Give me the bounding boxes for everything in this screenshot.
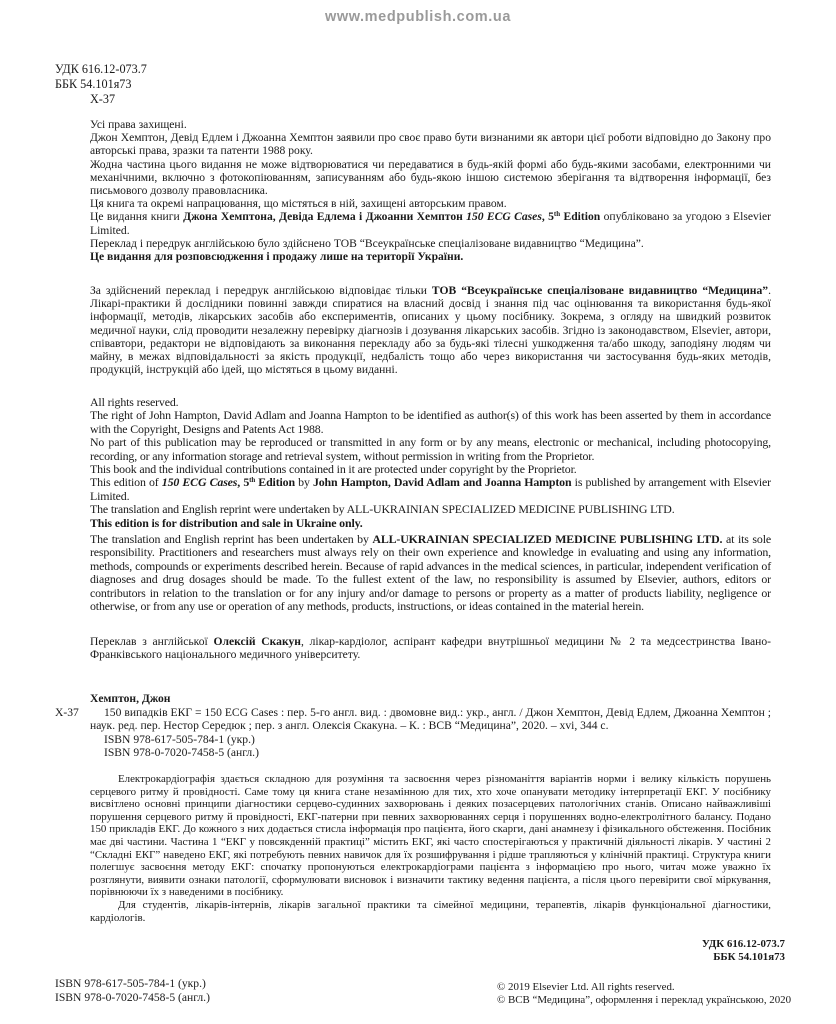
rights-en-p5: This edition of 150 ECG Cases, 5th Edition by John Hampton, David Adlam and Joanna Hampton is published by arrangement with Elsevier Limited. <box>90 475 771 503</box>
rights-en-p4: This book and the individual contributions contained in it are protected under copyright by the Proprietor. <box>90 462 577 477</box>
classification-corner <box>702 938 785 963</box>
annotation-audience: Для студентів, лікарів-інтернів, лікарів загальної практики та сімейної медицини, терапевтів, лікарів функціональної діагностики, кардіологів. <box>90 898 771 924</box>
catalog-description: 150 випадків ЕКГ = 150 ECG Cases : пер. 5-го англ. вид. : двомовне вид.: укр., англ. / Джон Хемптон, Девід Едлем, Джоанна Хемптон ; наук. ред. пер. Нестор Середюк ; пер. з англ. Олексія Скакуна. – К. : ВСВ “Медицина”, 2020. – xvi, 344 с. <box>90 705 771 733</box>
bbk-code: ББК 54.101я73 <box>55 77 132 91</box>
copyright-elsevier: © 2019 Elsevier Ltd. All rights reserved. <box>497 981 675 993</box>
rights-en-p2: The right of John Hampton, David Adlam and Joanna Hampton to be identified as author(s) of this work has been asserted by them in accordance with the Copyright, Designs and Patents Act 1988. <box>90 408 771 436</box>
annotation-text: Електрокардіографія здається складною для розуміння та засвоєння через різноманіття варіантів норми і велику кількість порушень серцевого ритму й провідності. Саме тому ця книга стане незамінною для тих, хто хоче опанувати методику інтерпретації ЕКГ. У посібнику висвітлено основні принципи діагностики серцево-судинних захворювань і деяких позасерцевих патологічних станів. Описано найважливіші порушення серцевого ритму й провідності, ЕКГ-патерни при певних захворюваннях серця і порушеннях водно-електролітного балансу. Подано 150 прикладів ЕКГ. До кожного з них додається стисла інформація про пацієнта, його скарги, дані анамнезу і фізикального обстеження. Посібник має дві частини. Частина 1 “ЕКГ у повсякденній практиці” містить ЕКГ, які часто спостерігаються у практичній діяльності лікарів. У частині 2 “Складні ЕКГ” наведено ЕКГ, які потребують певних навичок для їх розшифрування і рідше трапляються у клінічній практиці. Структура книги полегшує засвоєння методу ЕКГ: спочатку пропонуються електрокардіограми пацієнта з інформацією про нього, читач може уважно їх розглянути, виявити ознаки патології, сформулювати висновок і визначити тактику ведення пацієнта, а після цього перевірити свої міркування, порівнюючи їх з наведеними в посібнику. <box>90 773 771 899</box>
rights-en-p3: No part of this publication may be reproduced or transmitted in any form or by any means, electronic or mechanical, including photocopying, recording, or any information storage and retrieval system, without permission in writing from the Proprietor. <box>90 435 771 463</box>
rights-ua-p2: Джон Хемптон, Девід Едлем і Джоанна Хемптон заявили про своє право бути визнаними як автори цієї роботи відповідно до Закону про авторські права, зразки та патенти 1988 року. <box>90 131 771 158</box>
corner-bbk: ББК 54.101я73 <box>713 950 785 963</box>
corner-udk: УДК 616.12-073.7 <box>701 938 785 950</box>
copyright-publisher: © ВСВ “Медицина”, оформлення і переклад українською, 2020 <box>497 993 792 1006</box>
classification-block <box>55 62 147 107</box>
rights-ua-p3: Жодна частина цього видання не може відтворюватися чи передаватися в будь-якій формі або будь-якими засобами, електронними чи механічними, включно з фотокопіюванням, записуванням або будь-якою іншою системою зберігання та відтворення інформації, без письмового дозволу правовласника. <box>90 157 771 198</box>
disclaimer-en: The translation and English reprint has been undertaken by ALL-UKRAINIAN SPECIALIZED MEDICINE PUBLISHING LTD. at its sole responsibility. Practitioners and researchers must always rely on their own experience and knowledge in evaluating and using any information, methods, compounds or experiments described herein. Because of rapid advances in the medical sciences, in particular, independent verification of diagnoses and drug dosages should be made. To the fullest extent of the law, no responsibility is assumed by Elsevier, authors, editors or contributors in relation to the translation or for any injury and/or damage to persons or property as a matter of products liability, negligence or otherwise, or from any use or operation of any methods, products, instructions, or ideas contained in the material herein. <box>90 532 771 614</box>
rights-ua <box>90 118 771 263</box>
site-watermark: www.medpublish.com.ua <box>324 9 512 25</box>
rights-en-p6: The translation and English reprint were undertaken by ALL-UKRAINIAN SPECIALIZED MEDICINE PUBLISHING LTD. <box>90 502 675 517</box>
catalog-isbn-en: ISBN 978-0-7020-7458-5 (англ.) <box>104 746 259 760</box>
rights-en-p1: All rights reserved. <box>90 395 179 409</box>
disclaimer-ua: За здійснений переклад і передрук англійською відповідає тільки ТОВ “Всеукраїнське спеціалізоване видавництво “Медицина”. Лікарі-практики й дослідники повинні завжди спиратися на власний досвід і знання під час оцінювання та використання будь-якої інформації, методів, лікарських засобів або експериментів, описаних у цьому посібнику. Зокрема, з огляду на швидкий розвиток медичної науки, слід проводити незалежну перевірку діагнозів і дозування лікарських засобів. Згідно із законодавством, Elsevier, автори, співавтори, редактори не відповідають за виконання перекладу або за будь-які тілесні ушкодження та/або шкоду, заподіяну людям чи майну, в межах відповідальності за якість продукції, недбалість тощо або через використання чи застосування будь-яких методів, продукцій, інструкцій або ідей, що містяться в цьому виданні. <box>90 284 771 377</box>
rights-en-p7: This edition is for distribution and sale in Ukraine only. <box>90 515 363 530</box>
rights-ua-p5: Це видання книги Джона Хемптона, Девіда Едлема і Джоанни Хемптон 150 ECG Cases, 5th Edition опубліковано за угодою з Elsevier Limited. <box>90 210 772 237</box>
rights-en <box>90 396 771 530</box>
catalog-isbn-ua: ISBN 978-617-505-784-1 (укр.) <box>104 732 255 746</box>
catalog-author: Хемптон, Джон <box>90 692 171 705</box>
udk-code: УДК 616.12-073.7 <box>55 62 147 76</box>
rights-ua-p1: Усі права захищені. <box>90 118 187 131</box>
translator-note: Переклав з англійської Олексій Скакун, лікар-кардіолог, аспірант кафедри внутрішньої медицини № 2 та медсестринства Івано-Франківського національного медичного університету. <box>90 635 772 662</box>
catalog-code: Х-37 <box>55 706 79 719</box>
rights-ua-p6: Переклад і передрук англійською було здійснено ТОВ “Всеукраїнське спеціалізоване видавництво “Медицина”. <box>90 236 644 250</box>
rights-ua-p7: Це видання для розповсюдження і продажу лише на території України. <box>90 250 464 264</box>
rights-ua-p4: Ця книга та окремі напрацювання, що містяться в ній, захищені авторським правом. <box>90 197 507 211</box>
author-sign: Х-37 <box>90 92 116 106</box>
footer-copyright <box>497 981 791 1006</box>
footer-isbn-ua: ISBN 978-617-505-784-1 (укр.) <box>55 977 206 990</box>
annotation <box>90 773 771 924</box>
footer-isbn <box>55 977 210 1004</box>
footer-isbn-en: ISBN 978-0-7020-7458-5 (англ.) <box>55 990 210 1004</box>
catalog-entry <box>90 692 771 760</box>
